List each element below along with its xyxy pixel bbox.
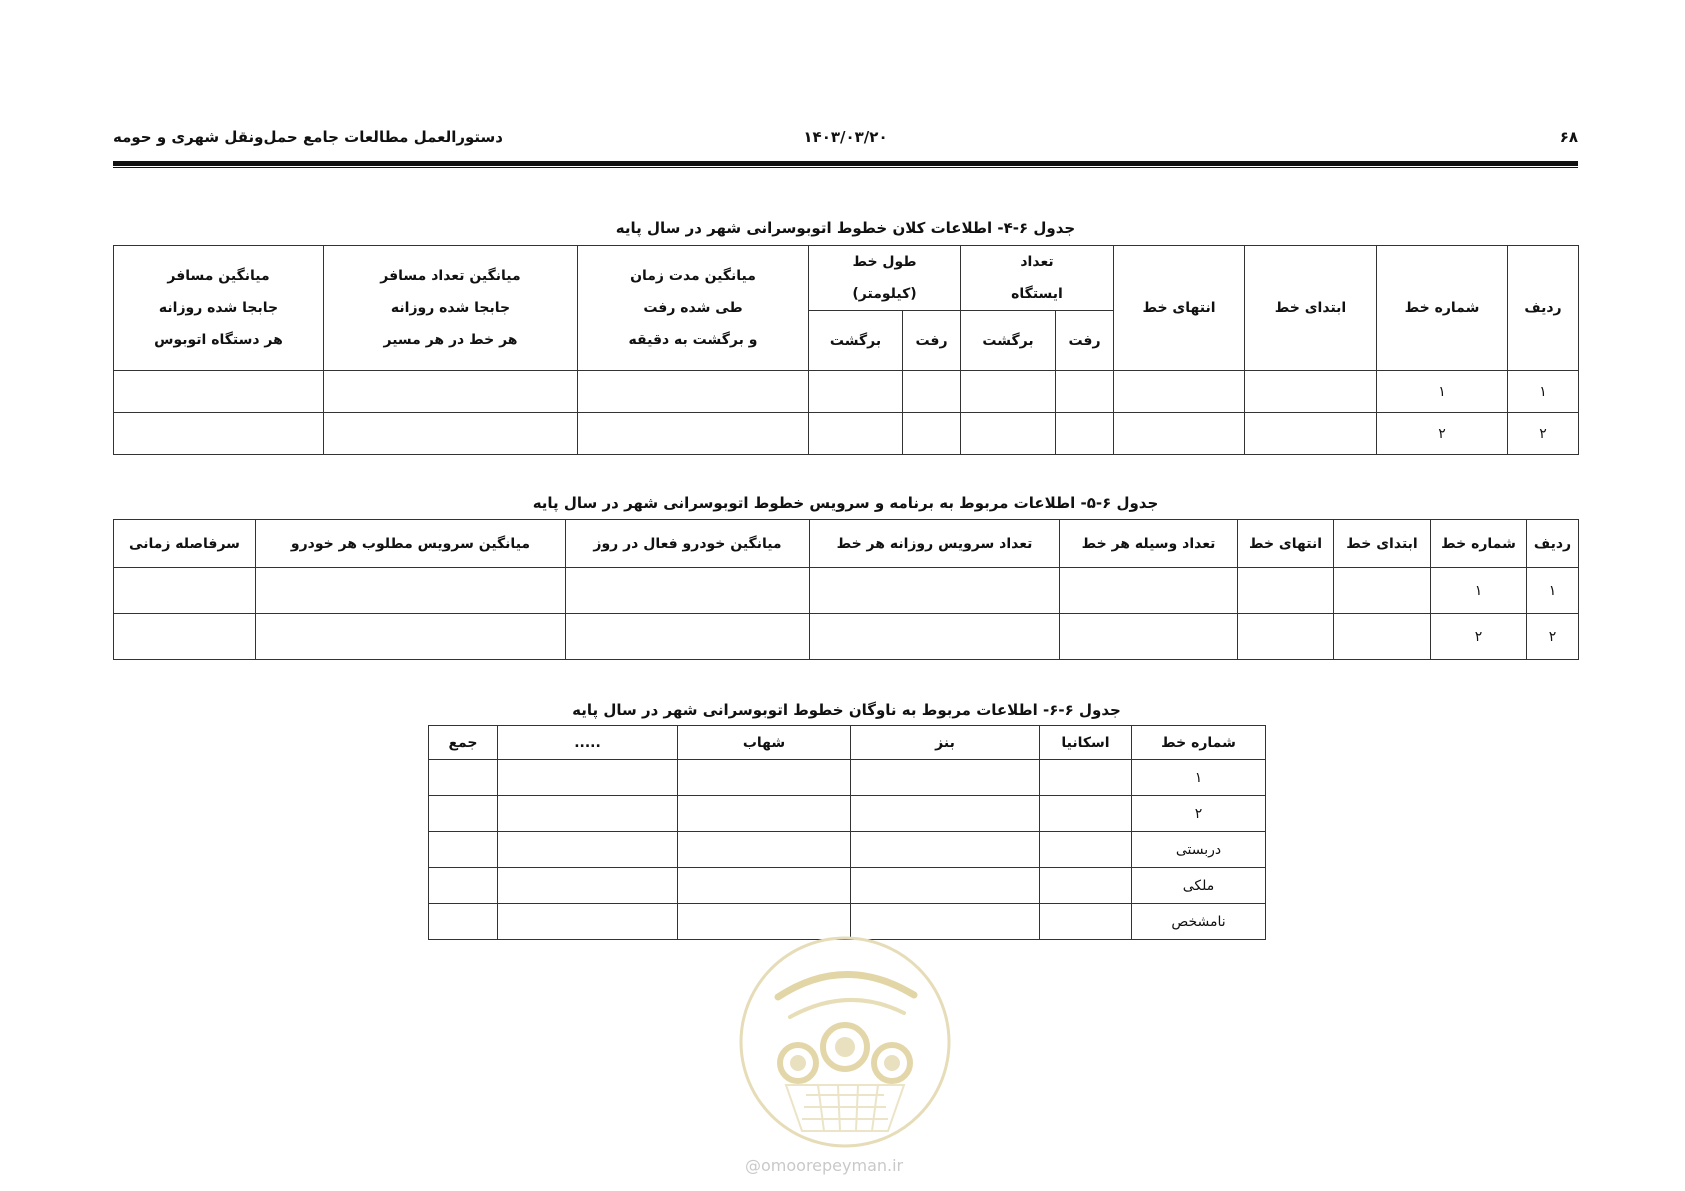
header-line-length-line1: طول خط bbox=[852, 254, 917, 270]
cell-avg-trip-time bbox=[578, 371, 809, 413]
table-row bbox=[429, 796, 1266, 832]
cell-avg-passengers-bus bbox=[114, 413, 324, 455]
cell-shahab bbox=[678, 868, 851, 904]
cell-row-no: ۱ bbox=[1527, 568, 1579, 614]
cell-avg-trip-time bbox=[578, 413, 809, 455]
header-avg-active-vehicles: میانگین خودرو فعال در روز bbox=[566, 520, 810, 568]
header-avg-trip-time bbox=[578, 246, 809, 371]
cell-length-go bbox=[903, 413, 961, 455]
cell-line-no: ۲ bbox=[1431, 614, 1527, 660]
cell-daily-services bbox=[810, 614, 1060, 660]
header-stations-go: رفت bbox=[1056, 311, 1114, 371]
cell-other bbox=[498, 904, 678, 940]
table1-caption: جدول ۶-۴- اطلاعات کلان خطوط اتوبوسرانی شهر در سال پایه bbox=[615, 219, 1076, 237]
table3-caption: جدول ۶-۶- اطلاعات مربوط به ناوگان خطوط اتوبوسرانی شهر در سال پایه bbox=[572, 701, 1121, 719]
cell-stations-go bbox=[1056, 413, 1114, 455]
cell-benz bbox=[851, 796, 1040, 832]
header-total: جمع bbox=[429, 726, 498, 760]
cell-avg-active-vehicles bbox=[566, 568, 810, 614]
table-row bbox=[114, 371, 1579, 413]
cell-other bbox=[498, 760, 678, 796]
header-avg-trip-time-line2: طی شده رفت bbox=[643, 300, 743, 316]
cell-stations-return bbox=[961, 371, 1056, 413]
table-row bbox=[114, 568, 1579, 614]
cell-length-go bbox=[903, 371, 961, 413]
cell-line-end bbox=[1238, 614, 1334, 660]
header-station-count bbox=[961, 246, 1114, 311]
cell-line-label: ۱ bbox=[1132, 760, 1266, 796]
header-line-no: شماره خط bbox=[1132, 726, 1266, 760]
watermark-seal-icon bbox=[738, 935, 952, 1149]
header-line-no: شماره خط bbox=[1377, 246, 1508, 371]
header-row-no: ردیف bbox=[1508, 246, 1579, 371]
table-row bbox=[429, 832, 1266, 868]
cell-total bbox=[429, 904, 498, 940]
cell-vehicle-count bbox=[1060, 614, 1238, 660]
header-line-no: شماره خط bbox=[1431, 520, 1527, 568]
cell-line-end bbox=[1114, 413, 1245, 455]
table-row bbox=[114, 413, 1579, 455]
cell-scania bbox=[1040, 868, 1132, 904]
header-avg-passengers-line-line2: جابجا شده روزانه bbox=[390, 300, 511, 316]
cell-headway bbox=[114, 568, 256, 614]
cell-line-label: نامشخص bbox=[1132, 904, 1266, 940]
header-line-start: ابتدای خط bbox=[1245, 246, 1377, 371]
cell-benz bbox=[851, 868, 1040, 904]
header-station-count-line1: تعداد bbox=[1020, 254, 1054, 270]
table-row bbox=[114, 614, 1579, 660]
header-scania: اسکانیا bbox=[1040, 726, 1132, 760]
cell-stations-return bbox=[961, 413, 1056, 455]
cell-line-no: ۲ bbox=[1377, 413, 1508, 455]
cell-daily-services bbox=[810, 568, 1060, 614]
watermark-logo bbox=[738, 935, 952, 1149]
page-header bbox=[113, 128, 1578, 154]
cell-headway bbox=[114, 614, 256, 660]
table-row bbox=[429, 760, 1266, 796]
header-length-return: برگشت bbox=[809, 311, 903, 371]
header-avg-passengers-line bbox=[324, 246, 578, 371]
cell-line-label: ۲ bbox=[1132, 796, 1266, 832]
cell-vehicle-count bbox=[1060, 568, 1238, 614]
cell-line-end bbox=[1238, 568, 1334, 614]
cell-line-label: ملکی bbox=[1132, 868, 1266, 904]
table2-bus-service-schedule bbox=[113, 519, 1579, 660]
header-avg-passengers-bus bbox=[114, 246, 324, 371]
cell-line-no: ۱ bbox=[1431, 568, 1527, 614]
header-avg-trip-time-line1: میانگین مدت زمان bbox=[630, 268, 756, 284]
document-title: دستورالعمل مطالعات جامع حمل‌ونقل شهری و حومه bbox=[113, 128, 503, 146]
header-avg-passengers-line-line3: هر خط در هر مسیر bbox=[383, 332, 518, 348]
cell-avg-passengers-line bbox=[324, 413, 578, 455]
cell-line-start bbox=[1245, 371, 1377, 413]
cell-other bbox=[498, 832, 678, 868]
header-rule-thin bbox=[113, 167, 1578, 168]
cell-scania bbox=[1040, 832, 1132, 868]
cell-avg-passengers-line bbox=[324, 371, 578, 413]
cell-shahab bbox=[678, 760, 851, 796]
cell-shahab bbox=[678, 832, 851, 868]
cell-total bbox=[429, 832, 498, 868]
header-length-go: رفت bbox=[903, 311, 961, 371]
cell-benz bbox=[851, 760, 1040, 796]
cell-total bbox=[429, 868, 498, 904]
header-daily-services: تعداد سرویس روزانه هر خط bbox=[810, 520, 1060, 568]
header-avg-passengers-line-line1: میانگین تعداد مسافر bbox=[380, 268, 521, 284]
cell-shahab bbox=[678, 796, 851, 832]
header-avg-passengers-bus-line1: میانگین مسافر bbox=[167, 268, 270, 284]
cell-benz bbox=[851, 832, 1040, 868]
cell-line-end bbox=[1114, 371, 1245, 413]
table3-bus-fleet bbox=[428, 725, 1266, 940]
header-other: ..... bbox=[498, 726, 678, 760]
header-row-no: ردیف bbox=[1527, 520, 1579, 568]
table2-caption: جدول ۶-۵- اطلاعات مربوط به برنامه و سرویس خطوط اتوبوسرانی شهر در سال پایه bbox=[532, 494, 1159, 512]
watermark-url: @omoorepeyman.ir bbox=[745, 1156, 904, 1175]
cell-row-no: ۱ bbox=[1508, 371, 1579, 413]
cell-scania bbox=[1040, 760, 1132, 796]
cell-line-start bbox=[1245, 413, 1377, 455]
cell-row-no: ۲ bbox=[1508, 413, 1579, 455]
header-vehicle-count: تعداد وسیله هر خط bbox=[1060, 520, 1238, 568]
cell-avg-required-service bbox=[256, 614, 566, 660]
cell-row-no: ۲ bbox=[1527, 614, 1579, 660]
cell-other bbox=[498, 868, 678, 904]
header-benz: بنز bbox=[851, 726, 1040, 760]
header-station-count-line2: ایستگاه bbox=[1011, 286, 1063, 302]
cell-avg-active-vehicles bbox=[566, 614, 810, 660]
header-line-length-line2: (کیلومتر) bbox=[852, 286, 917, 302]
cell-scania bbox=[1040, 796, 1132, 832]
cell-length-return bbox=[809, 371, 903, 413]
table1-bus-lines-overview bbox=[113, 245, 1579, 455]
header-avg-passengers-bus-line3: هر دستگاه اتوبوس bbox=[154, 332, 283, 348]
header-stations-return: برگشت bbox=[961, 311, 1056, 371]
header-shahab: شهاب bbox=[678, 726, 851, 760]
cell-other bbox=[498, 796, 678, 832]
cell-total bbox=[429, 796, 498, 832]
header-avg-required-service: میانگین سرویس مطلوب هر خودرو bbox=[256, 520, 566, 568]
cell-avg-required-service bbox=[256, 568, 566, 614]
header-avg-trip-time-line3: و برگشت به دقیقه bbox=[628, 332, 758, 348]
cell-stations-go bbox=[1056, 371, 1114, 413]
cell-line-start bbox=[1334, 568, 1431, 614]
header-line-start: ابتدای خط bbox=[1334, 520, 1431, 568]
page-number: ۶۸ bbox=[1559, 128, 1578, 146]
header-line-length bbox=[809, 246, 961, 311]
table-row bbox=[429, 868, 1266, 904]
header-line-end: انتهای خط bbox=[1114, 246, 1245, 371]
cell-scania bbox=[1040, 904, 1132, 940]
header-rule-thick bbox=[113, 161, 1578, 166]
header-headway: سرفاصله زمانی bbox=[114, 520, 256, 568]
cell-line-label: دربستی bbox=[1132, 832, 1266, 868]
cell-total bbox=[429, 760, 498, 796]
document-date: ۱۴۰۳/۰۳/۲۰ bbox=[803, 128, 888, 146]
header-avg-passengers-bus-line2: جابجا شده روزانه bbox=[158, 300, 279, 316]
cell-line-start bbox=[1334, 614, 1431, 660]
cell-length-return bbox=[809, 413, 903, 455]
cell-avg-passengers-bus bbox=[114, 371, 324, 413]
header-line-end: انتهای خط bbox=[1238, 520, 1334, 568]
cell-line-no: ۱ bbox=[1377, 371, 1508, 413]
